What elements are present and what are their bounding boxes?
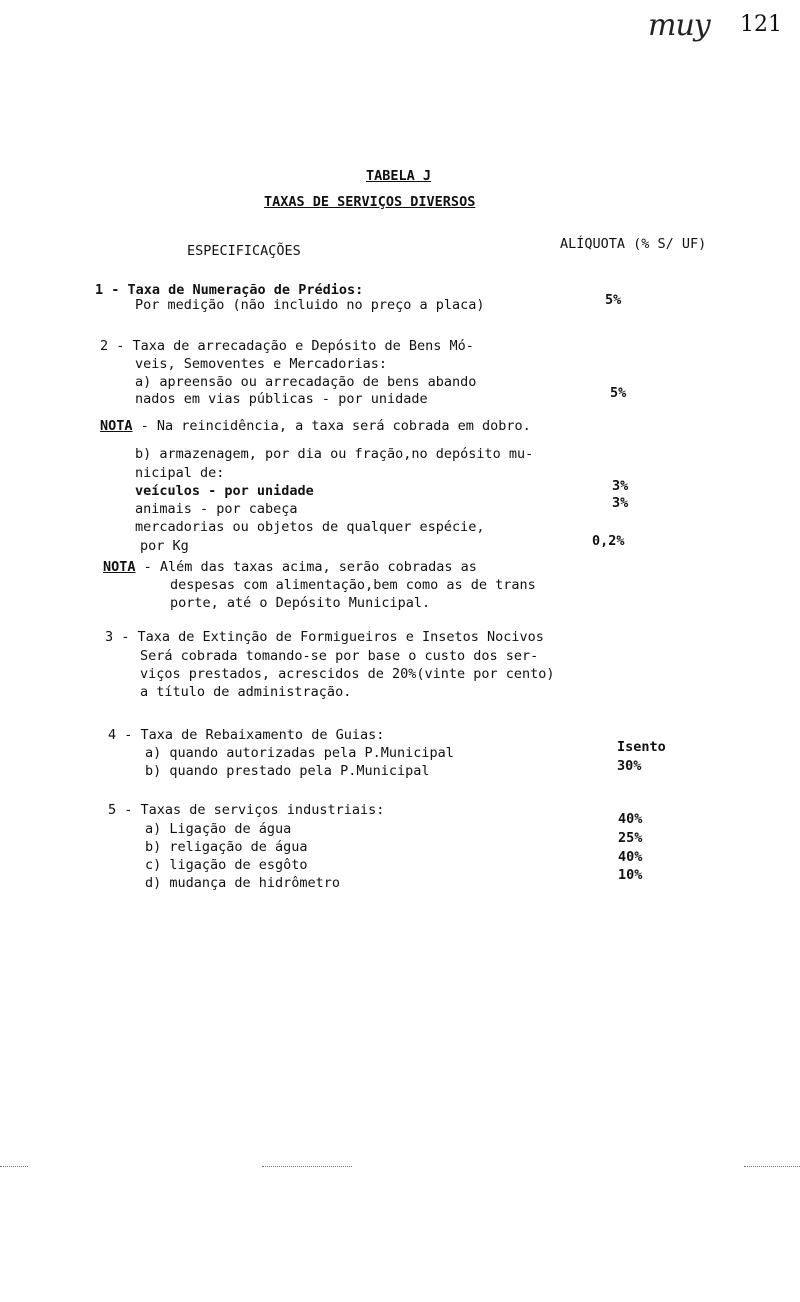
item-5-title: 5 - Taxas de serviços industriais: [108, 802, 385, 818]
item-2-line-2: veis, Semoventes e Mercadorias: [135, 356, 387, 372]
item-2b-animals-rate: 3% [612, 495, 629, 511]
item-5c: c) ligação de esgôto [145, 857, 308, 873]
item-3-title: 3 - Taxa de Extinção de Formigueiros e Insetos Nocivos [105, 629, 544, 645]
nota-2-line-3: porte, até o Depósito Municipal. [170, 595, 431, 611]
item-2b-per-kg: por Kg [140, 538, 189, 554]
item-2b-goods-rate: 0,2% [592, 533, 625, 549]
table-title: TABELA J [366, 168, 432, 184]
item-3-line-3: viços prestados, acrescidos de 20%(vinte por cento) [140, 666, 555, 682]
item-4b-rate: 30% [617, 758, 642, 774]
nota-1-label: NOTA [100, 418, 133, 434]
item-2b-vehicles-rate: 3% [612, 478, 629, 494]
nota-1 [100, 418, 531, 434]
column-header-specifications: ESPECIFICAÇÕES [187, 243, 301, 259]
item-5d-rate: 10% [618, 867, 643, 883]
nota-2-line-2: despesas com alimentação,bem como as de trans [170, 577, 536, 593]
nota-2-label: NOTA [103, 559, 136, 575]
handwritten-signature: muy [648, 8, 710, 43]
table-subtitle: TAXAS DE SERVIÇOS DIVERSOS [264, 194, 476, 210]
item-2b-line-2: nicipal de: [135, 465, 225, 481]
item-4-title: 4 - Taxa de Rebaixamento de Guias: [108, 727, 385, 743]
item-4a-rate: Isento [617, 739, 666, 755]
item-4b: b) quando prestado pela P.Municipal [145, 763, 430, 779]
item-5b-rate: 25% [618, 830, 643, 846]
scan-edge-rule-center [262, 1166, 352, 1167]
item-2b-goods: mercadorias ou objetos de qualquer espécie, [135, 519, 485, 535]
nota-1-text: - Na reincidência, a taxa será cobrada em dobro. [132, 418, 531, 434]
scan-edge-rule-right [744, 1166, 800, 1167]
item-1-line-2: Por medição (não incluido no preço a placa) [135, 297, 485, 313]
nota-2-line-1: - Além das taxas acima, serão cobradas as [135, 559, 477, 575]
item-2-line-3: a) apreensão ou arrecadação de bens abando [135, 374, 477, 390]
item-5a: a) Ligação de água [145, 821, 292, 837]
nota-2 [103, 559, 477, 575]
page-number: 121 [740, 12, 782, 37]
item-1-rate: 5% [605, 292, 622, 308]
item-5d: d) mudança de hidrômetro [145, 875, 341, 891]
item-2b-line-1: b) armazenagem, por dia ou fração,no depósito mu- [135, 446, 534, 462]
item-2-line-4: nados em vias públicas - por unidade [135, 391, 428, 407]
scan-edge-rule-left [0, 1166, 28, 1167]
column-header-rate: ALÍQUOTA (% S/ UF) [560, 236, 707, 252]
item-4a: a) quando autorizadas pela P.Municipal [145, 745, 454, 761]
item-3-line-4: a título de administração. [140, 684, 352, 700]
item-1-title: 1 - Taxa de Numeração de Prédios: [95, 282, 364, 298]
item-5a-rate: 40% [618, 811, 643, 827]
item-2b-vehicles: veículos - por unidade [135, 483, 314, 499]
item-2b-animals: animais - por cabeça [135, 501, 298, 517]
item-5c-rate: 40% [618, 849, 643, 865]
item-2a-rate: 5% [610, 385, 627, 401]
item-2-title: 2 - Taxa de arrecadação e Depósito de Bens Mó- [100, 338, 474, 354]
item-5b: b) religação de água [145, 839, 308, 855]
item-3-line-2: Será cobrada tomando-se por base o custo dos ser- [140, 648, 539, 664]
